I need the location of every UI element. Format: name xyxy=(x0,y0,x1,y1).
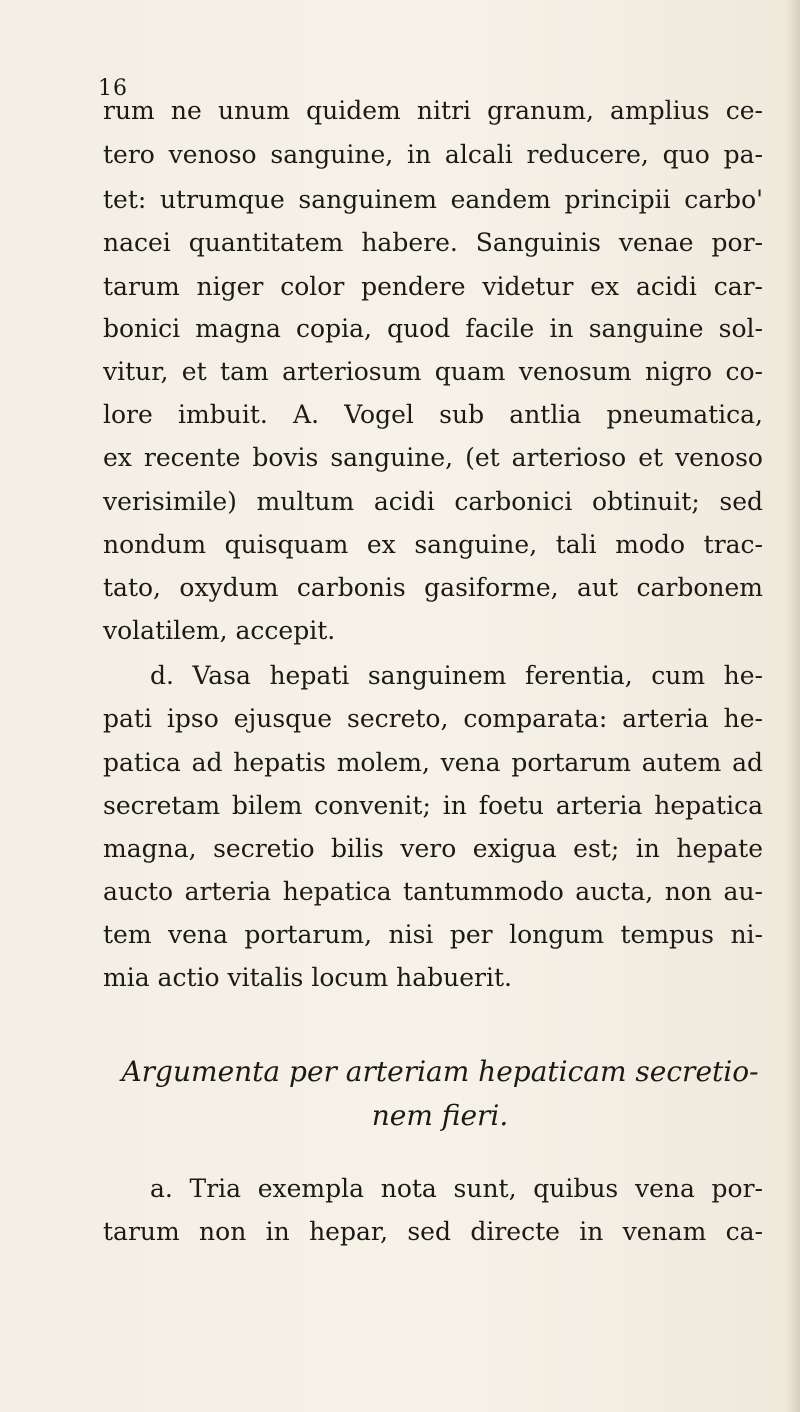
page-number: 16 xyxy=(98,76,128,101)
text-line: verisimile) multum acidi carbonici obtinuit; sed xyxy=(103,487,763,516)
text-line: patica ad hepatis molem, vena portarum autem ad xyxy=(103,748,763,777)
page-edge-shadow xyxy=(786,0,800,1412)
text-line: secretam bilem convenit; in foetu arteria hepatica xyxy=(103,791,763,820)
text-line: pati ipso ejusque secreto, comparata: arteria he- xyxy=(103,704,763,733)
text-line: volatilem, accepit. xyxy=(103,616,336,645)
section-heading-continued: nem fieri. xyxy=(371,1099,509,1132)
text-line: lore imbuit. A. Vogel sub antlia pneumatica, xyxy=(103,400,763,429)
text-line: mia actio vitalis locum habuerit. xyxy=(103,963,512,992)
section-heading: Argumenta per arteriam hepaticam secretio- xyxy=(121,1055,759,1088)
text-line: tero venoso sanguine, in alcali reducere, quo pa- xyxy=(103,140,763,169)
text-line: rum ne unum quidem nitri granum, amplius ce- xyxy=(103,96,763,125)
text-line: tet: utrumque sanguinem eandem principii carbo' xyxy=(103,185,763,214)
text-line: bonici magna copia, quod facile in sanguine sol- xyxy=(103,314,763,343)
text-line: d. Vasa hepati sanguinem ferentia, cum he- xyxy=(150,661,763,690)
text-line: a. Tria exempla nota sunt, quibus vena por- xyxy=(150,1174,763,1203)
text-line: nondum quisquam ex sanguine, tali modo trac- xyxy=(103,530,763,559)
text-line: tarum niger color pendere videtur ex acidi car- xyxy=(103,272,763,301)
text-line: tato, oxydum carbonis gasiforme, aut carbonem xyxy=(103,573,763,602)
text-line: tarum non in hepar, sed directe in venam ca- xyxy=(103,1217,763,1246)
text-line: nacei quantitatem habere. Sanguinis venae por- xyxy=(103,228,763,257)
text-line: magna, secretio bilis vero exigua est; in hepate xyxy=(103,834,763,863)
text-line: aucto arteria hepatica tantummodo aucta, non au- xyxy=(103,877,763,906)
text-line: tem vena portarum, nisi per longum tempus ni- xyxy=(103,920,763,949)
text-line: vitur, et tam arteriosum quam venosum nigro co- xyxy=(103,357,763,386)
text-line: ex recente bovis sanguine, (et arterioso et venoso xyxy=(103,443,763,472)
